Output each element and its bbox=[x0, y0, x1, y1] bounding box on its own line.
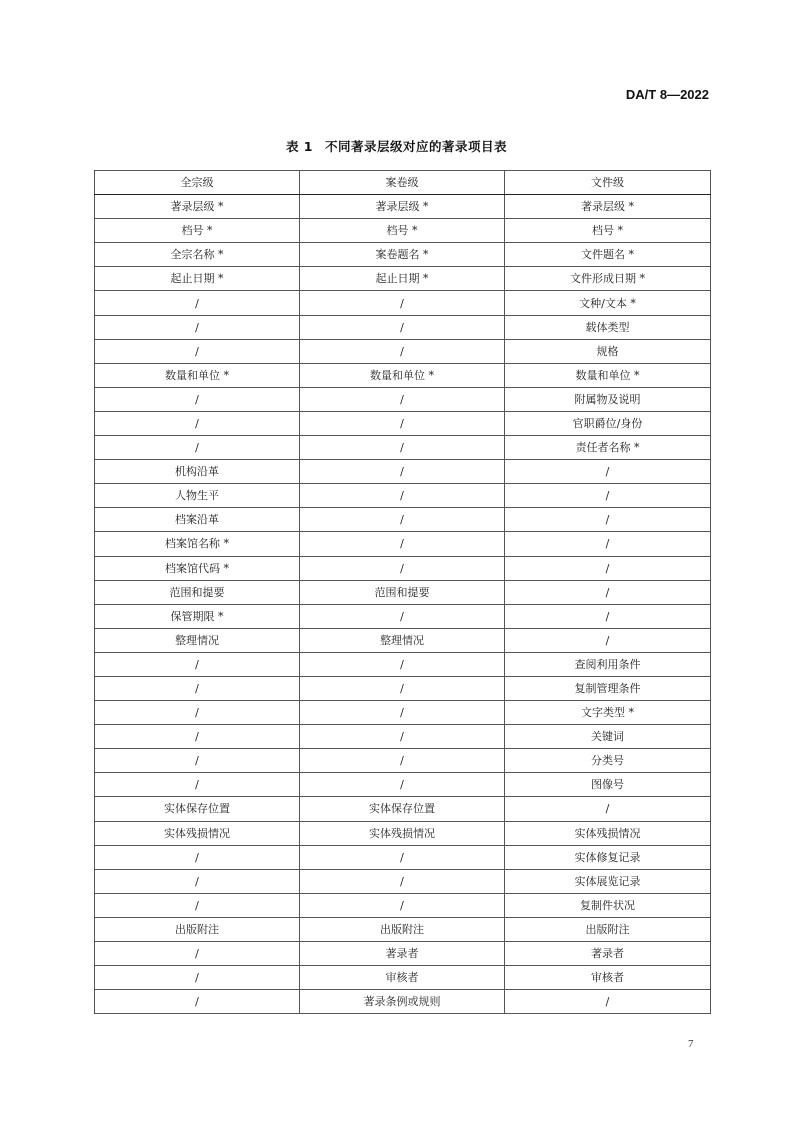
fonds-level-cell: / bbox=[95, 749, 300, 773]
fonds-level-cell: 著录层级 * bbox=[95, 195, 300, 219]
fonds-level-cell: 范围和提要 bbox=[95, 580, 300, 604]
item-level-cell: 文字类型 * bbox=[505, 701, 711, 725]
table-row bbox=[95, 869, 711, 893]
file-level-cell: / bbox=[300, 893, 505, 917]
file-level-cell: 实体残损情况 bbox=[300, 821, 505, 845]
table-row bbox=[95, 460, 711, 484]
item-level-cell: 责任者名称 * bbox=[505, 436, 711, 460]
item-level-cell: 关键词 bbox=[505, 725, 711, 749]
table-row bbox=[95, 797, 711, 821]
file-level-cell: / bbox=[300, 676, 505, 700]
table-row bbox=[95, 845, 711, 869]
item-level-cell: / bbox=[505, 604, 711, 628]
file-level-cell: 审核者 bbox=[300, 966, 505, 990]
fonds-level-cell: / bbox=[95, 676, 300, 700]
file-level-cell: 案卷题名 * bbox=[300, 243, 505, 267]
fonds-level-cell: 保管期限 * bbox=[95, 604, 300, 628]
item-level-cell: 查阅利用条件 bbox=[505, 652, 711, 676]
file-level-cell: / bbox=[300, 556, 505, 580]
table-row bbox=[95, 676, 711, 700]
table-row bbox=[95, 628, 711, 652]
fonds-level-cell: / bbox=[95, 652, 300, 676]
table-caption-label: 表 1 bbox=[285, 139, 314, 154]
fonds-level-cell: 全宗名称 * bbox=[95, 243, 300, 267]
file-level-cell: / bbox=[300, 315, 505, 339]
table-row bbox=[95, 363, 711, 387]
item-level-cell: / bbox=[505, 580, 711, 604]
table-row bbox=[95, 604, 711, 628]
table-row bbox=[95, 749, 711, 773]
table-row bbox=[95, 580, 711, 604]
table-row bbox=[95, 219, 711, 243]
item-level-cell: 复制件状况 bbox=[505, 893, 711, 917]
file-level-cell: / bbox=[300, 387, 505, 411]
fonds-level-cell: / bbox=[95, 893, 300, 917]
fonds-level-cell: / bbox=[95, 845, 300, 869]
table-row bbox=[95, 966, 711, 990]
file-level-cell: / bbox=[300, 532, 505, 556]
table-row bbox=[95, 652, 711, 676]
file-level-cell: 出版附注 bbox=[300, 917, 505, 941]
file-level-cell: / bbox=[300, 652, 505, 676]
file-level-cell: 范围和提要 bbox=[300, 580, 505, 604]
fonds-level-cell: / bbox=[95, 966, 300, 990]
item-level-cell: 实体修复记录 bbox=[505, 845, 711, 869]
fonds-level-cell: / bbox=[95, 339, 300, 363]
table-row bbox=[95, 990, 711, 1014]
table-row bbox=[95, 725, 711, 749]
file-level-cell: / bbox=[300, 869, 505, 893]
standard-code: DA/T 8—2022 bbox=[625, 87, 709, 102]
file-level-cell: / bbox=[300, 411, 505, 435]
file-level-cell: / bbox=[300, 508, 505, 532]
file-level-cell: 著录层级 * bbox=[300, 195, 505, 219]
item-level-cell: 实体展览记录 bbox=[505, 869, 711, 893]
fonds-level-cell: 机构沿革 bbox=[95, 460, 300, 484]
table-row bbox=[95, 532, 711, 556]
item-level-cell: 载体类型 bbox=[505, 315, 711, 339]
table-row bbox=[95, 773, 711, 797]
item-level-cell: 档号 * bbox=[505, 219, 711, 243]
item-level-cell: 规格 bbox=[505, 339, 711, 363]
fonds-level-cell: 整理情况 bbox=[95, 628, 300, 652]
item-level-cell: / bbox=[505, 628, 711, 652]
fonds-level-cell: / bbox=[95, 315, 300, 339]
item-level-cell: 图像号 bbox=[505, 773, 711, 797]
fonds-level-cell: 起止日期 * bbox=[95, 267, 300, 291]
table-row bbox=[95, 195, 711, 219]
item-level-cell: 分类号 bbox=[505, 749, 711, 773]
item-level-cell: 著录层级 * bbox=[505, 195, 711, 219]
file-level-cell: 实体保存位置 bbox=[300, 797, 505, 821]
fonds-level-cell: / bbox=[95, 990, 300, 1014]
table-row bbox=[95, 917, 711, 941]
file-level-cell: 整理情况 bbox=[300, 628, 505, 652]
table-row bbox=[95, 436, 711, 460]
file-level-cell: / bbox=[300, 484, 505, 508]
table-row bbox=[95, 556, 711, 580]
fonds-level-cell: / bbox=[95, 387, 300, 411]
item-level-cell: 文种/文本 * bbox=[505, 291, 711, 315]
item-level-cell: 数量和单位 * bbox=[505, 363, 711, 387]
fonds-level-cell: / bbox=[95, 436, 300, 460]
fonds-level-cell: 出版附注 bbox=[95, 917, 300, 941]
fonds-level-cell: / bbox=[95, 701, 300, 725]
table-row bbox=[95, 267, 711, 291]
file-level-cell: / bbox=[300, 845, 505, 869]
item-level-cell: / bbox=[505, 797, 711, 821]
file-level-cell: 著录条例或规则 bbox=[300, 990, 505, 1014]
table-row bbox=[95, 701, 711, 725]
file-level-cell: 档号 * bbox=[300, 219, 505, 243]
file-level-cell: / bbox=[300, 749, 505, 773]
file-level-cell: / bbox=[300, 773, 505, 797]
fonds-level-cell: 档案沿革 bbox=[95, 508, 300, 532]
file-level-cell: / bbox=[300, 725, 505, 749]
table-row bbox=[95, 387, 711, 411]
item-level-cell: 官职爵位/身份 bbox=[505, 411, 711, 435]
fonds-level-cell: / bbox=[95, 411, 300, 435]
table-header-row bbox=[95, 171, 711, 195]
table-row bbox=[95, 291, 711, 315]
fonds-level-cell: 数量和单位 * bbox=[95, 363, 300, 387]
item-level-cell: / bbox=[505, 556, 711, 580]
item-level-cell: 审核者 bbox=[505, 966, 711, 990]
page-number: 7 bbox=[688, 1038, 694, 1050]
table-row bbox=[95, 315, 711, 339]
table-row bbox=[95, 821, 711, 845]
file-level-cell: / bbox=[300, 460, 505, 484]
item-level-cell: 文件题名 * bbox=[505, 243, 711, 267]
item-level-cell: 著录者 bbox=[505, 942, 711, 966]
item-level-cell: / bbox=[505, 508, 711, 532]
file-level-cell: / bbox=[300, 339, 505, 363]
fonds-level-cell: 档号 * bbox=[95, 219, 300, 243]
table-row bbox=[95, 893, 711, 917]
file-level-cell: / bbox=[300, 291, 505, 315]
item-level-cell: 复制管理条件 bbox=[505, 676, 711, 700]
file-level-cell: / bbox=[300, 436, 505, 460]
item-level-cell: 出版附注 bbox=[505, 917, 711, 941]
item-level-cell: / bbox=[505, 990, 711, 1014]
table-row bbox=[95, 243, 711, 267]
column-header-fonds-level: 全宗级 bbox=[95, 171, 300, 195]
fonds-level-cell: 实体保存位置 bbox=[95, 797, 300, 821]
file-level-cell: / bbox=[300, 604, 505, 628]
fonds-level-cell: 人物生平 bbox=[95, 484, 300, 508]
fonds-level-cell: 实体残损情况 bbox=[95, 821, 300, 845]
file-level-cell: 起止日期 * bbox=[300, 267, 505, 291]
fonds-level-cell: 档案馆代码 * bbox=[95, 556, 300, 580]
item-level-cell: 附属物及说明 bbox=[505, 387, 711, 411]
table-row bbox=[95, 411, 711, 435]
item-level-cell: 文件形成日期 * bbox=[505, 267, 711, 291]
column-header-item-level: 文件级 bbox=[505, 171, 711, 195]
item-level-cell: 实体残损情况 bbox=[505, 821, 711, 845]
fonds-level-cell: 档案馆名称 * bbox=[95, 532, 300, 556]
fonds-level-cell: / bbox=[95, 942, 300, 966]
column-header-file-level: 案卷级 bbox=[300, 171, 505, 195]
item-level-cell: / bbox=[505, 484, 711, 508]
fonds-level-cell: / bbox=[95, 725, 300, 749]
item-level-cell: / bbox=[505, 532, 711, 556]
table-row bbox=[95, 508, 711, 532]
description-items-table bbox=[94, 170, 711, 1014]
table-row bbox=[95, 942, 711, 966]
table-caption bbox=[0, 137, 793, 155]
table-row bbox=[95, 484, 711, 508]
file-level-cell: 著录者 bbox=[300, 942, 505, 966]
fonds-level-cell: / bbox=[95, 773, 300, 797]
file-level-cell: 数量和单位 * bbox=[300, 363, 505, 387]
fonds-level-cell: / bbox=[95, 291, 300, 315]
item-level-cell: / bbox=[505, 460, 711, 484]
fonds-level-cell: / bbox=[95, 869, 300, 893]
table-row bbox=[95, 339, 711, 363]
table-caption-title: 不同著录层级对应的著录项目表 bbox=[325, 139, 508, 154]
file-level-cell: / bbox=[300, 701, 505, 725]
